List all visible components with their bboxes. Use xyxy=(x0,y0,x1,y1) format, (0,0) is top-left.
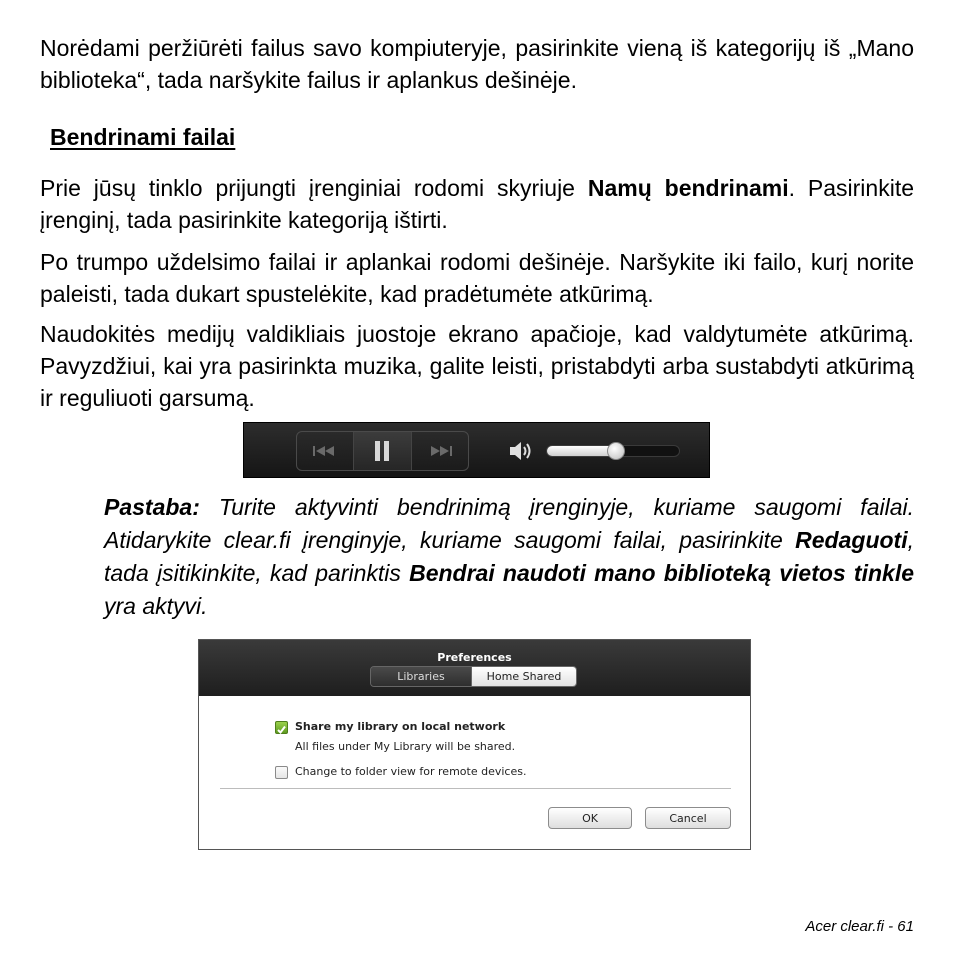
note-bold-edit: Redaguoti xyxy=(795,527,908,553)
media-control-bar xyxy=(243,422,710,478)
previous-button[interactable] xyxy=(297,432,354,470)
volume-slider-handle[interactable] xyxy=(607,442,625,460)
share-library-checkbox[interactable] xyxy=(275,721,288,734)
paragraph-media-controls: Naudokitės medijų valdikliais juostoje ekrano apačioje, kad valdytumėte atkūrimą. Pavyzdžiui, kai yra pasirinkta muzika, galite leisti, pristabdyti arba sustabdyti atkūrimą ir reguliuoti garsumą. xyxy=(40,321,914,411)
dialog-body xyxy=(199,696,750,849)
dialog-header xyxy=(199,640,750,696)
share-library-label: Share my library on local network xyxy=(295,720,506,733)
tab-home-shared[interactable]: Home Shared xyxy=(472,667,576,686)
ok-button[interactable]: OK xyxy=(548,807,632,829)
preferences-dialog xyxy=(198,639,751,850)
checkmark-icon xyxy=(276,724,287,735)
paragraph-playback: Po trumpo uždelsimo failai ir aplankai rodomi dešinėje. Naršykite iki failo, kurį norite paleisti, tada dukart spustelėkite, kad pradėtumėte atkūrimą. xyxy=(40,249,914,307)
dialog-title: Preferences xyxy=(437,651,512,664)
intro-paragraph: Norėdami peržiūrėti failus savo kompiuteryje, pasirinkite vieną iš kategorijų iš „Mano biblioteka“, tada naršykite failus ir aplankus dešinėje. xyxy=(40,35,914,93)
pause-icon xyxy=(374,440,390,462)
p1-text-before: Prie jūsų tinklo prijungti įrenginiai rodomi skyriuje xyxy=(40,175,588,201)
skip-previous-icon xyxy=(312,445,338,457)
note-label: Pastaba: xyxy=(104,494,200,520)
volume-button[interactable] xyxy=(508,439,534,468)
note-text-2: , tada įsitikinkite, kad parinktis xyxy=(104,527,914,586)
cancel-button[interactable]: Cancel xyxy=(645,807,731,829)
note-bold-option: Bendrai naudoti mano biblioteką vietos tinkle xyxy=(409,560,914,586)
tab-libraries[interactable]: Libraries xyxy=(371,667,472,686)
playback-button-group xyxy=(296,431,469,471)
skip-next-icon xyxy=(427,445,453,457)
p1-bold-term: Namų bendrinami xyxy=(587,175,789,201)
next-button[interactable] xyxy=(412,432,468,470)
note-text-3: yra aktyvi. xyxy=(104,593,208,619)
pause-button[interactable] xyxy=(354,432,411,470)
speaker-icon xyxy=(508,439,534,463)
folder-view-checkbox[interactable] xyxy=(275,766,288,779)
p1-text-after: . Pasirinkite įrenginį, tada pasirinkite kategoriją ištirti. xyxy=(40,175,914,233)
note-paragraph xyxy=(104,491,914,623)
page-footer: Acer clear.fi - 61 xyxy=(805,918,914,935)
volume-slider[interactable] xyxy=(546,445,680,457)
paragraph-devices xyxy=(40,172,914,236)
note-text-1: Turite aktyvinti bendrinimą įrenginyje, kuriame saugomi failai. Atidarykite clear.fi įrenginyje, kuriame saugomi failai, pasirinkite xyxy=(104,494,914,553)
section-heading: Bendrinami failai xyxy=(50,124,236,150)
folder-view-label: Change to folder view for remote devices. xyxy=(295,765,527,778)
tab-switcher xyxy=(370,666,577,687)
dialog-divider xyxy=(220,788,731,789)
volume-slider-fill xyxy=(547,446,616,456)
share-library-description: All files under My Library will be shared. xyxy=(295,740,516,753)
